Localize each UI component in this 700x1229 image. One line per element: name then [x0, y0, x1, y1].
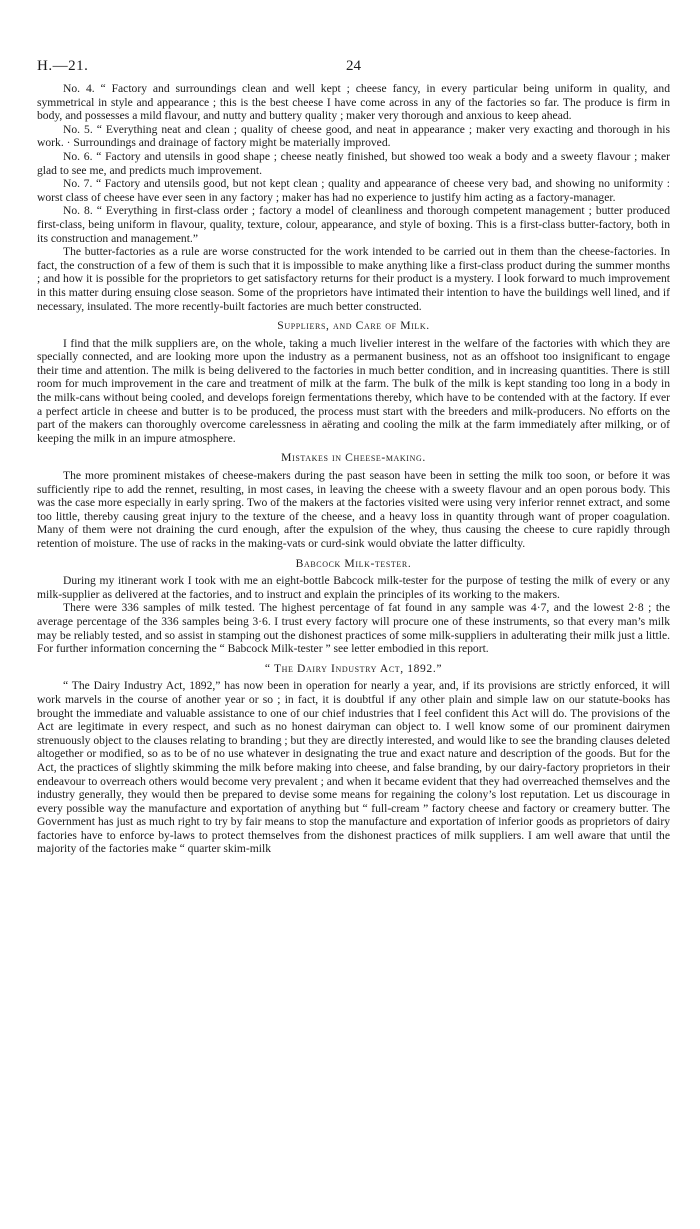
document-code: H.—21.	[37, 58, 89, 74]
paragraph: No. 7. “ Factory and utensils good, but not kept clean ; quality and appearance of cheese very bad, and showing no uniformity : worst class of cheese have ever seen in any factory ; maker has had no experience to justify him acting as a factory-manager.	[37, 177, 670, 204]
paragraph: The butter-factories as a rule are worse constructed for the work intended to be carried out in them than the cheese-factories. In fact, the construction of a few of them is such that it is impossible to make anything like a first-class product during the summer months ; and how it is possible for the proprietors to get satisfactory returns for their product is a mystery. I look forward to much improvement in this matter during ensuing close season. Some of the proprietors have intimated their intention to have the buildings well lined, and if necessary, insulated. The more recently-built factories are much better constructed.	[37, 245, 670, 313]
paragraph: No. 5. “ Everything neat and clean ; quality of cheese good, and neat in appearance ; maker very exacting and thorough in his work. · Surroundings and drainage of factory might be materially improved.	[37, 122, 670, 150]
paragraph: I find that the milk suppliers are, on the whole, taking a much livelier interest in the welfare of the factories with which they are specially connected, and are looking more upon the industry as a permanent business, not as an offshoot too insignificant to engage their time and attention. The milk is being delivered to the factories in much better condition, and in increasing quantities. There is still room for much improvement in the care and treatment of milk at the farm. The bulk of the milk is kept standing too long in a body in the milk-cans without being cooled, and develops foreign fermentations thereby, which have to be contended with at the factory. If ever a perfect article in cheese and butter is to be produced, the process must start with the breeders and milk-producers. No efforts on the part of the makers can thoroughly overcome carelessness in aërating and cooling the milk at the farm immediately after milking, or of keeping the milk in an impure atmosphere.	[37, 336, 670, 445]
paragraph: There were 336 samples of milk tested. The highest percentage of fat found in any sample was 4·7, and the lowest 2·8 ; the average percentage of the 336 samples being 3·6. I trust every factory will procure one of these instruments, so that every man’s milk may be reliably tested, and so assist in stamping out the dishonest practices of some milk-suppliers in adulterating their milk just a little. For further information concerning the “ Babcock Milk-tester ” see letter embodied in this report.	[37, 601, 670, 656]
paragraph: No. 4. “ Factory and surroundings clean and well kept ; cheese fancy, in every particular being uniform in quality, and symmetrical in style and appearance ; this is the best cheese I have come across in any of the factories so far. The produce is firm in body, and possesses a mild flavour, and nutty and buttery quality ; maker very thorough and anxious to keep ahead.	[37, 82, 670, 123]
section-heading: Suppliers, and Care of Milk.	[277, 319, 430, 333]
paragraph: During my itinerant work I took with me an eight-bottle Babcock milk-tester for the purpose of testing the milk of every or any milk-supplier as delivered at the factories, and to instruct and explain the principles of its working to the makers.	[37, 574, 670, 601]
section-heading: Babcock Milk-tester.	[295, 556, 412, 570]
page-number: 24	[346, 58, 361, 74]
section-heading: “ The Dairy Industry Act, 1892.”	[264, 661, 443, 675]
document-body	[37, 82, 670, 856]
paragraph: No. 6. “ Factory and utensils in good shape ; cheese neatly finished, but showed too weak a body and a sweety flavour ; maker glad to see me, and predicts much improvement.	[37, 149, 670, 177]
page-header	[37, 60, 670, 82]
section-heading: Mistakes in Cheese-making.	[281, 451, 426, 465]
paragraph: The more prominent mistakes of cheese-makers during the past season have been in setting the milk too soon, or before it was sufficiently ripe to add the rennet, resulting, in most cases, in leaving the cheese with a sweety flavour and an open porous body. This was the case more especially in early spring. Two of the makers at the factories visited were using very inferior rennet extract, and some too little, thereby causing great injury to the texture of the cheese, and a heavy loss in quantity through want of proper coagulation. Many of them were not draining the curd enough, after the expulsion of the whey, thus causing the cheese to cure rapidly through retention of moisture. The use of racks in the making-vats or curd-sink would obviate the latter difficulty.	[37, 469, 670, 550]
paragraph: No. 8. “ Everything in first-class order ; factory a model of cleanliness and thorough competent management ; butter produced first-class, being uniform in flavour, quality, texture, colour, appearance, and style of boxing. This is a first-class butter-factory, both in its construction and management.”	[37, 204, 670, 245]
paragraph: “ The Dairy Industry Act, 1892,” has now been in operation for nearly a year, and, if its provisions are strictly enforced, it will work marvels in the course of another year or so ; in fact, it is doubtful if any other plain and simple law on our statute-books has brought the immediate and valuable assistance to one of our chief industries that I feel confident this Act will do. The provisions of the Act are legitimate in every respect, and such as no honest dairyman can object to. I well know some of our prominent dairymen strenuously object to the clauses relating to branding ; but they are directly interested, and would like to see the branding clauses deleted altogether or modified, so as to be of no use whatever in designating the true and exact nature and description of the goods. But for the Act, the practices of slightly skimming the milk before making into cheese, and false branding, by our dairy-factory proprietors in their endeavour to overreach others would become very prevalent ; and when it became evident that they had overreached themselves and the industry generally, they would then be prepared to devise some means for regaining the colony’s lost reputation. Let us discourage in every possible way the manufacture and exportation of anything but “ full-cream ” factory cheese and factory or creamery butter. The Government has just as much right to try by fair means to stop the manufacture and exportation of inferior goods as proprietors of dairy factories have to enforce by-laws to protect themselves from the dishonest practices of milk suppliers. I am well aware that until the majority of the factories make “ quarter skim-milk	[37, 679, 670, 856]
